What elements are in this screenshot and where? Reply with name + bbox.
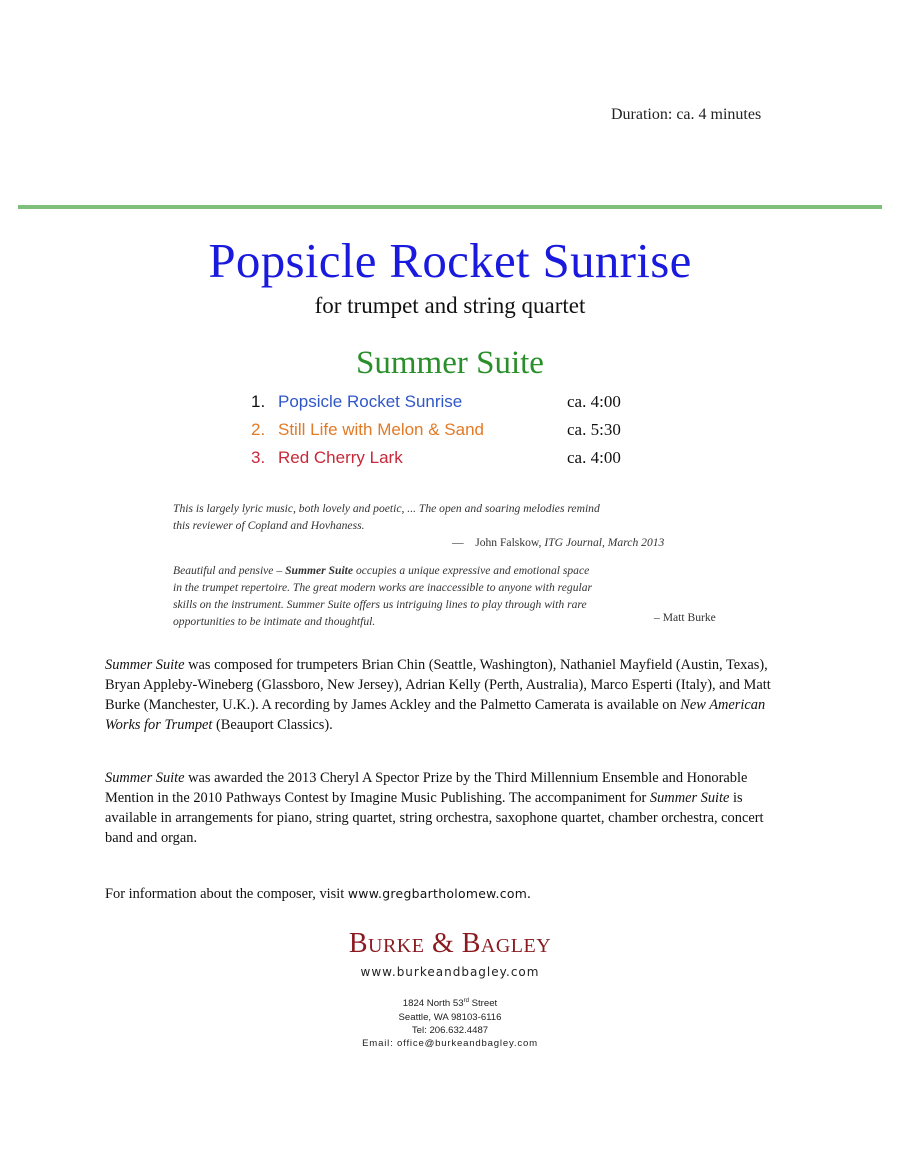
composer-website-link[interactable]: www.gregbartholomew.com	[347, 886, 528, 901]
review-line: skills on the instrument. Summer Suite offers us intriguing lines to play through with rare	[173, 598, 587, 611]
review-attribution-2: – Matt Burke	[654, 611, 716, 624]
movement-item	[251, 392, 651, 420]
work-name: Summer Suite	[105, 770, 185, 786]
work-name: Summer Suite	[105, 657, 185, 673]
body-paragraph-1: Summer Suite was composed for trumpeters Brian Chin (Seattle, Washington), Nathaniel Mayfield (Austin, Texas), Bryan Appleby-Wineberg (Glassboro, New Jersey), Adrian Kelly (Perth, Australia), Marco Esperti (Italy), and Matt Burke (Manchester, U.K.). A recording by James Ackley and the Palmetto Camerata is available on New American Works for Trumpet (Beauport Classics).	[105, 657, 771, 733]
work-name: Summer Suite	[649, 790, 730, 806]
movement-list	[251, 392, 651, 476]
movement-duration: ca. 4:00	[567, 392, 621, 411]
attribution-dash: —	[452, 536, 464, 549]
body-paragraph-3: For information about the composer, visit www.gregbartholomew.com.	[105, 886, 531, 902]
green-divider	[18, 205, 882, 209]
movement-duration: ca. 4:00	[567, 448, 621, 467]
movement-number: 1.	[251, 392, 266, 411]
publisher-address	[0, 995, 900, 1051]
movement-name: Red Cherry Lark	[278, 448, 403, 467]
address-street: 1824 North 53rd Street	[402, 998, 498, 1010]
body-paragraph-2: Summer Suite was awarded the 2013 Cheryl A Spector Prize by the Third Millennium Ensemble and Honorable Mention in the 2010 Pathways Contest by Imagine Music Publishing. The accompaniment for Summer Suite is available in arrangements for piano, string quartet, string orchestra, saxophone quartet, chamber orchestra, concert band and organ.	[105, 770, 764, 846]
movement-item	[251, 448, 651, 476]
review-bold-title: Summer Suite	[285, 564, 354, 577]
movement-number: 3.	[251, 448, 266, 467]
review-line: This is largely lyric music, both lovely and poetic, ... The open and soaring melodies remind	[173, 502, 600, 515]
movement-duration: ca. 5:30	[567, 420, 621, 439]
work-subtitle: for trumpet and string quartet	[314, 293, 586, 318]
review-lead: Beautiful and pensive –	[173, 564, 286, 577]
publisher-website-link[interactable]: www.burkeandbagley.com	[360, 965, 540, 979]
publisher-logo: Burke & Bagley	[348, 928, 552, 959]
movement-name: Popsicle Rocket Sunrise	[278, 392, 463, 411]
review-line: this reviewer of Copland and Hovhaness.	[173, 519, 365, 532]
review-attribution-1	[452, 536, 664, 549]
address-email[interactable]: Email: office@burkeandbagley.com	[362, 1038, 538, 1050]
movement-number: 2.	[251, 420, 266, 439]
movement-name: Still Life with Melon & Sand	[278, 420, 484, 439]
movement-item	[251, 420, 651, 448]
review-line: occupies a unique expressive and emotional space	[353, 564, 590, 577]
review-line: in the trumpet repertoire. The great modern works are inaccessible to anyone with regular	[173, 581, 593, 594]
attribution-source: ITG Journal, March 2013	[544, 536, 665, 549]
review-quote-1	[173, 500, 745, 534]
address-city: Seattle, WA 98103-6116	[398, 1011, 502, 1023]
album-title: New American Works for Trumpet	[105, 697, 766, 733]
duration-label: Duration: ca. 4 minutes	[611, 106, 762, 123]
address-tel: Tel: 206.632.4487	[411, 1025, 489, 1036]
attribution-name: John Falskow,	[475, 536, 545, 549]
suite-title: Summer Suite	[356, 345, 544, 381]
review-line: opportunities to be intimate and thoughtful.	[173, 615, 376, 628]
work-title: Popsicle Rocket Sunrise	[208, 233, 692, 288]
